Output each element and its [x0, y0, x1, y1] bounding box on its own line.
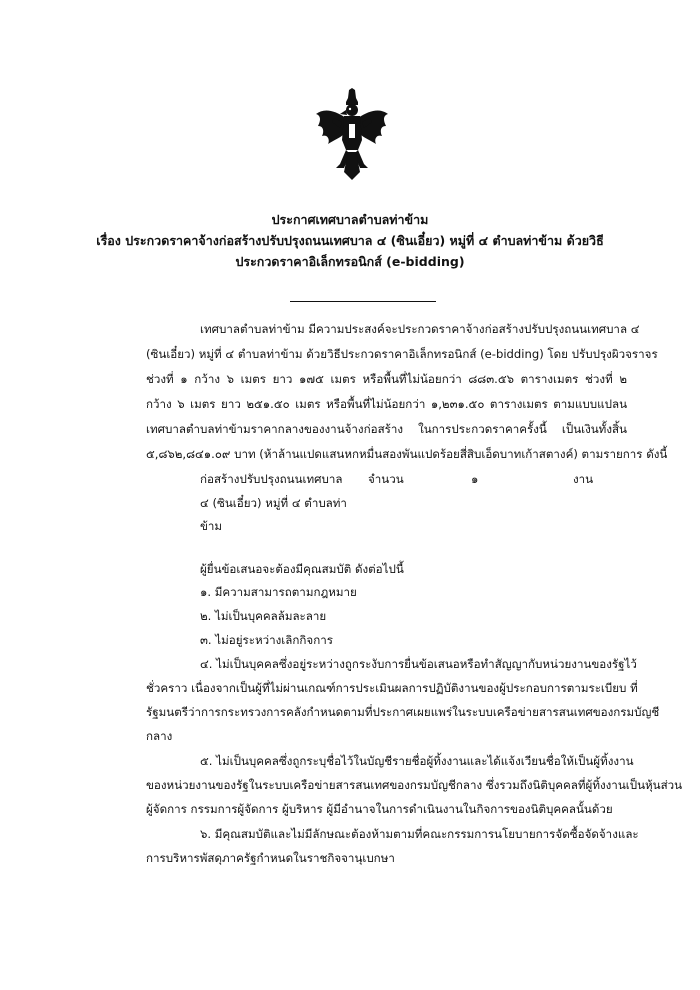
announcement-subject-cont: ประกวดราคาอิเล็กทรอนิกส์ (e-bidding): [235, 254, 465, 269]
qualification-item: ๓. ไม่อยู่ระหว่างเลิกกิจการ: [200, 633, 333, 647]
intro-line: เทศบาลตำบลท่าข้าม มีความประสงค์จะประกวดราคาจ้างก่อสร้างปรับปรุงถนนเทศบาล ๔: [200, 322, 640, 336]
qualification-item: ผู้จัดการ กรรมการผู้จัดการ ผู้บริหาร ผู้มีอำนาจในการดำเนินงานในกิจการของนิติบุคคลนั้นด้วย: [146, 802, 613, 816]
intro-line: ๕,๘๖๒,๘๔๑.๐๙ บาท (ห้าล้านแปดแสนหกหมื่นสองพันแปดร้อยสี่สิบเอ็ดบาทเก้าสตางค์) ตามรายการ ดังนี้: [146, 447, 668, 461]
qualification-item: ๕. ไม่เป็นบุคคลซึ่งถูกระบุชื่อไว้ในบัญชีรายชื่อผู้ทิ้งงานและได้แจ้งเวียนชื่อให้เป็นผู้ทิ้งงาน: [200, 754, 634, 768]
qualification-item: ของหน่วยงานของรัฐในระบบเครือข่ายสารสนเทศของกรมบัญชีกลาง ซึ่งรวมถึงนิติบุคคลที่ผู้ทิ้งงานเป็นหุ้นส่วน: [146, 778, 683, 792]
garuda-emblem-icon: [316, 88, 388, 180]
item-qty: ๑: [471, 472, 479, 486]
qualification-item: ๒. ไม่เป็นบุคคลล้มละลาย: [200, 609, 327, 623]
item-unit: งาน: [573, 472, 594, 486]
announcement-title: ประกาศเทศบาลตำบลท่าข้าม: [271, 212, 429, 227]
qualification-item: รัฐมนตรีว่าการกระทรวงการคลังกำหนดตามที่ประกาศเผยแพร่ในระบบเครือข่ายสารสนเทศของกรมบัญชี: [146, 705, 660, 719]
qualification-item: กลาง: [146, 729, 173, 743]
intro-line: ช่วงที่ ๑ กว้าง ๖ เมตร ยาว ๑๗๕ เมตร หรือพื้นที่ไม่น้อยกว่า ๘๘๓.๕๖ ตารางเมตร ช่วงที่ ๒: [146, 372, 627, 386]
qualification-item: การบริหารพัสดุภาครัฐกำหนดในราชกิจจานุเบกษา: [146, 851, 395, 865]
intro-line: (ซินเอี๋ยว) หมู่ที่ ๔ ตำบลท่าข้าม ด้วยวิธีประกวดราคาอิเล็กทรอนิกส์ (e-bidding) โดย ปรับปรุงผิวจราจร: [146, 347, 658, 361]
qualification-item: ๑. มีความสามารถตามกฎหมาย: [200, 585, 357, 599]
intro-line: กว้าง ๖ เมตร ยาว ๒๕๑.๕๐ เมตร หรือพื้นที่ไม่น้อยกว่า ๑,๒๓๑.๕๐ ตารางเมตร ตามแบบแปลน: [146, 397, 627, 411]
item-name: ข้าม: [200, 519, 223, 533]
qualifications-heading: ผู้ยื่นข้อเสนอจะต้องมีคุณสมบัติ ดังต่อไปนี้: [200, 562, 404, 576]
qualification-item: ๔. ไม่เป็นบุคคลซึ่งอยู่ระหว่างถูกระงับการยื่นข้อเสนอหรือทำสัญญากับหน่วยงานของรัฐไว้: [200, 657, 637, 671]
qualification-item: ชั่วคราว เนื่องจากเป็นผู้ที่ไม่ผ่านเกณฑ์การประเมินผลการปฏิบัติงานของผู้ประกอบการตามระเบียบ ที่: [146, 681, 638, 695]
title-divider: [290, 301, 436, 302]
item-qty-label: จำนวน: [368, 472, 404, 486]
qualification-item: ๖. มีคุณสมบัติและไม่มีลักษณะต้องห้ามตามที่คณะกรรมการนโยบายการจัดซื้อจัดจ้างและ: [200, 827, 639, 841]
item-name: ก่อสร้างปรับปรุงถนนเทศบาล: [200, 472, 343, 486]
intro-line: เทศบาลตำบลท่าข้ามราคากลางของงานจ้างก่อสร้าง ในการประกวดราคาครั้งนี้ เป็นเงินทั้งสิ้น: [146, 422, 627, 436]
item-name: ๔ (ซินเอี๋ยว) หมู่ที่ ๔ ตำบลท่า: [200, 496, 347, 510]
announcement-subject: เรื่อง ประกวดราคาจ้างก่อสร้างปรับปรุงถนนเทศบาล ๔ (ซินเอี๋ยว) หมู่ที่ ๔ ตำบลท่าข้าม ด้วยวิธี: [96, 233, 604, 248]
